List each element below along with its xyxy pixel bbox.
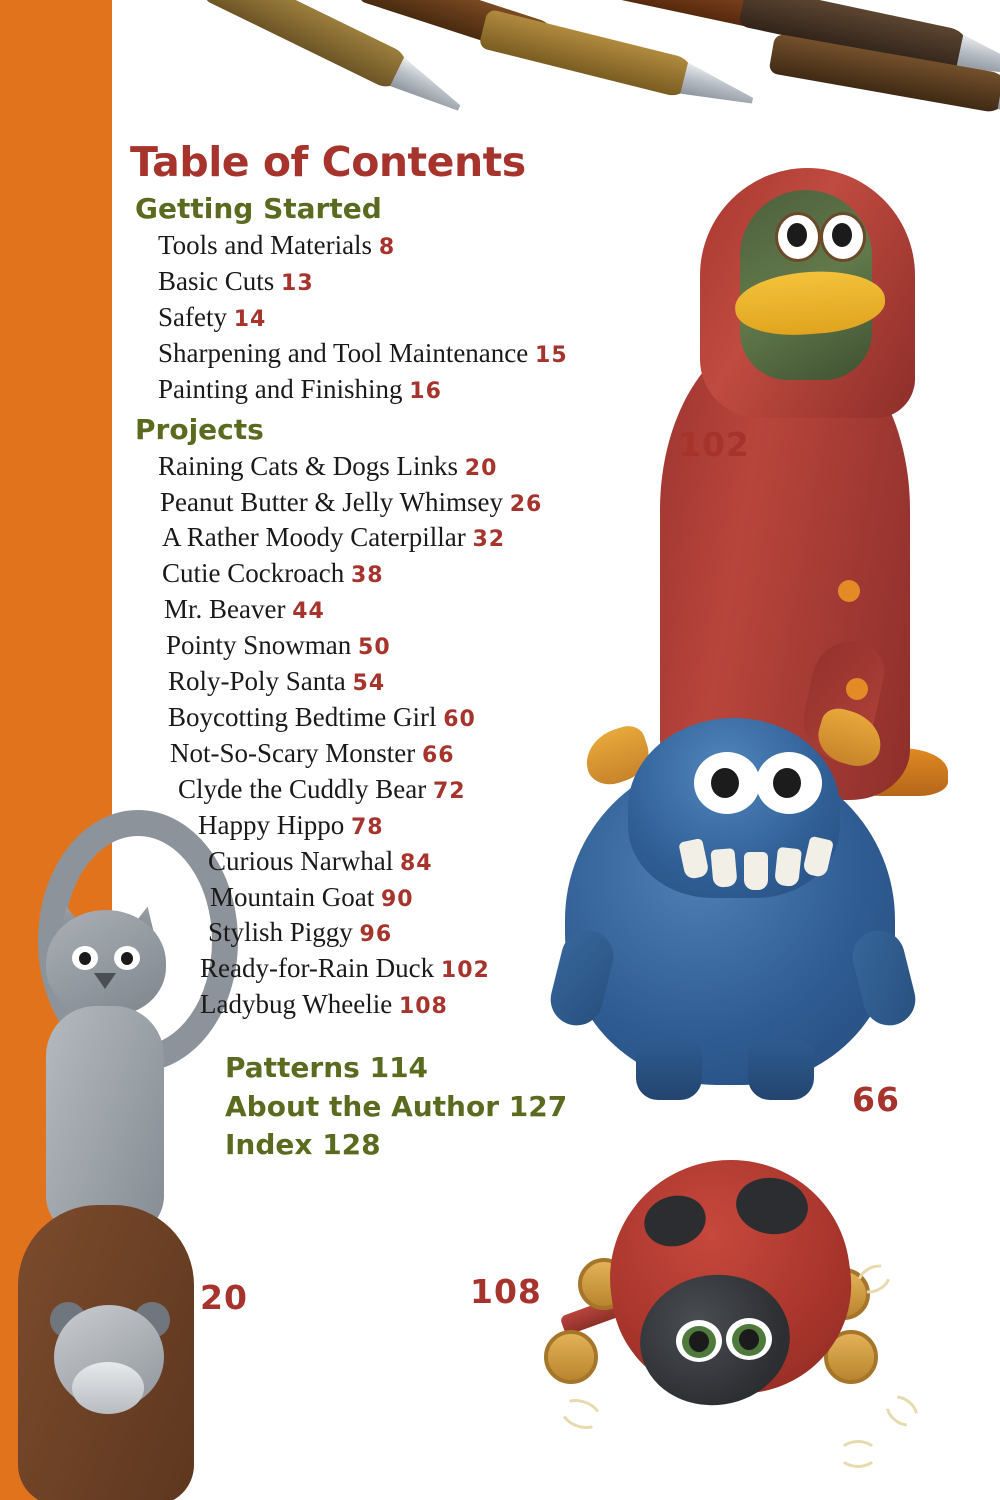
toc-entry-page: 72 xyxy=(432,778,466,804)
toc-entry-label: Painting and Finishing xyxy=(158,373,403,404)
toc-entry[interactable] xyxy=(198,808,690,844)
toc-entry-page: 102 xyxy=(440,958,490,984)
section-heading-getting-started: Getting Started xyxy=(135,192,382,226)
toc-entry-page: 26 xyxy=(509,491,543,517)
toc-entry-label: Stylish Piggy xyxy=(208,917,353,948)
section-heading-projects: Projects xyxy=(135,412,264,446)
toc-entry-page: 78 xyxy=(350,814,384,840)
toc-entry-label: Ready-for-Rain Duck xyxy=(200,953,435,984)
toc-entry[interactable] xyxy=(168,700,690,736)
callout-ladybug-page: 108 xyxy=(470,1272,542,1311)
toc-entry-label: Curious Narwhal xyxy=(208,845,394,876)
toc-entry-page: 90 xyxy=(380,886,414,912)
toc-entry-label: Happy Hippo xyxy=(198,809,345,840)
callout-cat-links-page: 20 xyxy=(200,1278,248,1317)
toc-entry[interactable] xyxy=(208,844,690,880)
toc-entry-page: 16 xyxy=(409,378,442,404)
back-matter-entry[interactable]: Index 128 xyxy=(225,1128,381,1162)
toc-entry-label: Safety xyxy=(158,301,227,332)
table-of-contents xyxy=(130,140,690,1165)
toc-list-getting-started xyxy=(130,228,690,408)
toc-entry-label: Not-So-Scary Monster xyxy=(170,737,416,768)
toc-entry[interactable] xyxy=(200,951,690,987)
toc-entry-page: 54 xyxy=(352,671,386,697)
toc-entry[interactable] xyxy=(208,915,690,951)
toc-entry[interactable] xyxy=(162,556,690,592)
toc-entry-page: 13 xyxy=(281,271,314,296)
toc-entry-label: Ladybug Wheelie xyxy=(200,989,393,1020)
toc-entry-label: Peanut Butter & Jelly Whimsey xyxy=(160,486,503,517)
toc-list-projects xyxy=(130,449,690,1024)
knife-1 xyxy=(202,0,413,93)
knife-3 xyxy=(478,9,696,100)
toc-entry[interactable] xyxy=(162,520,690,556)
toc-entry[interactable] xyxy=(158,228,690,264)
toc-entry-label: Mr. Beaver xyxy=(164,594,286,625)
toc-entry-page: 96 xyxy=(359,922,393,948)
back-matter-entry[interactable]: About the Author 127 xyxy=(225,1089,568,1123)
back-matter-list xyxy=(130,1049,690,1165)
toc-entry-page: 50 xyxy=(358,635,391,661)
toc-entry-page: 8 xyxy=(378,235,396,261)
toc-entry-page: 15 xyxy=(535,342,568,368)
toc-entry[interactable] xyxy=(164,592,690,628)
toc-entry-page: 20 xyxy=(464,455,498,481)
toc-entry-page: 32 xyxy=(472,527,506,553)
callout-monster-page: 66 xyxy=(852,1080,900,1119)
toc-entry[interactable] xyxy=(160,485,690,521)
toc-entry-label: Cutie Cockroach xyxy=(162,558,345,589)
toc-entry-page: 14 xyxy=(233,306,267,332)
toc-entry-label: Clyde the Cuddly Bear xyxy=(178,773,427,804)
toc-entry[interactable] xyxy=(170,736,690,772)
toc-entry[interactable] xyxy=(158,264,690,300)
toc-entry[interactable] xyxy=(210,880,690,916)
toc-entry-label: Raining Cats & Dogs Links xyxy=(158,450,459,481)
toc-entry[interactable] xyxy=(178,772,690,808)
toc-entry-label: Boycotting Bedtime Girl xyxy=(168,701,437,732)
toc-entry-page: 60 xyxy=(443,706,476,732)
toc-entry-page: 38 xyxy=(350,563,384,589)
toc-entry-page: 84 xyxy=(399,850,433,876)
back-matter-entry[interactable]: Patterns 114 xyxy=(225,1051,429,1085)
toc-entry-label: A Rather Moody Caterpillar xyxy=(162,522,466,553)
toc-entry[interactable] xyxy=(168,664,690,700)
toc-entry[interactable] xyxy=(200,987,690,1023)
page-title: Table of Contents xyxy=(130,138,526,186)
toc-entry-label: Basic Cuts xyxy=(158,266,275,296)
toc-entry-label: Pointy Snowman xyxy=(166,630,352,661)
toc-entry-page: 44 xyxy=(292,599,325,625)
toc-entry-page: 66 xyxy=(421,742,455,768)
toc-entry[interactable] xyxy=(158,300,690,336)
toc-entry[interactable] xyxy=(158,336,690,372)
callout-duck-page: 102 xyxy=(678,425,750,464)
toc-entry-label: Tools and Materials xyxy=(158,230,373,261)
toc-entry-page: 108 xyxy=(398,994,448,1020)
toc-entry-label: Roly-Poly Santa xyxy=(168,666,346,697)
toc-entry[interactable] xyxy=(166,628,690,664)
toc-entry-label: Sharpening and Tool Maintenance xyxy=(158,337,529,368)
toc-entry-label: Mountain Goat xyxy=(210,881,375,912)
toc-entry[interactable] xyxy=(158,449,690,485)
toc-entry[interactable] xyxy=(158,372,690,408)
